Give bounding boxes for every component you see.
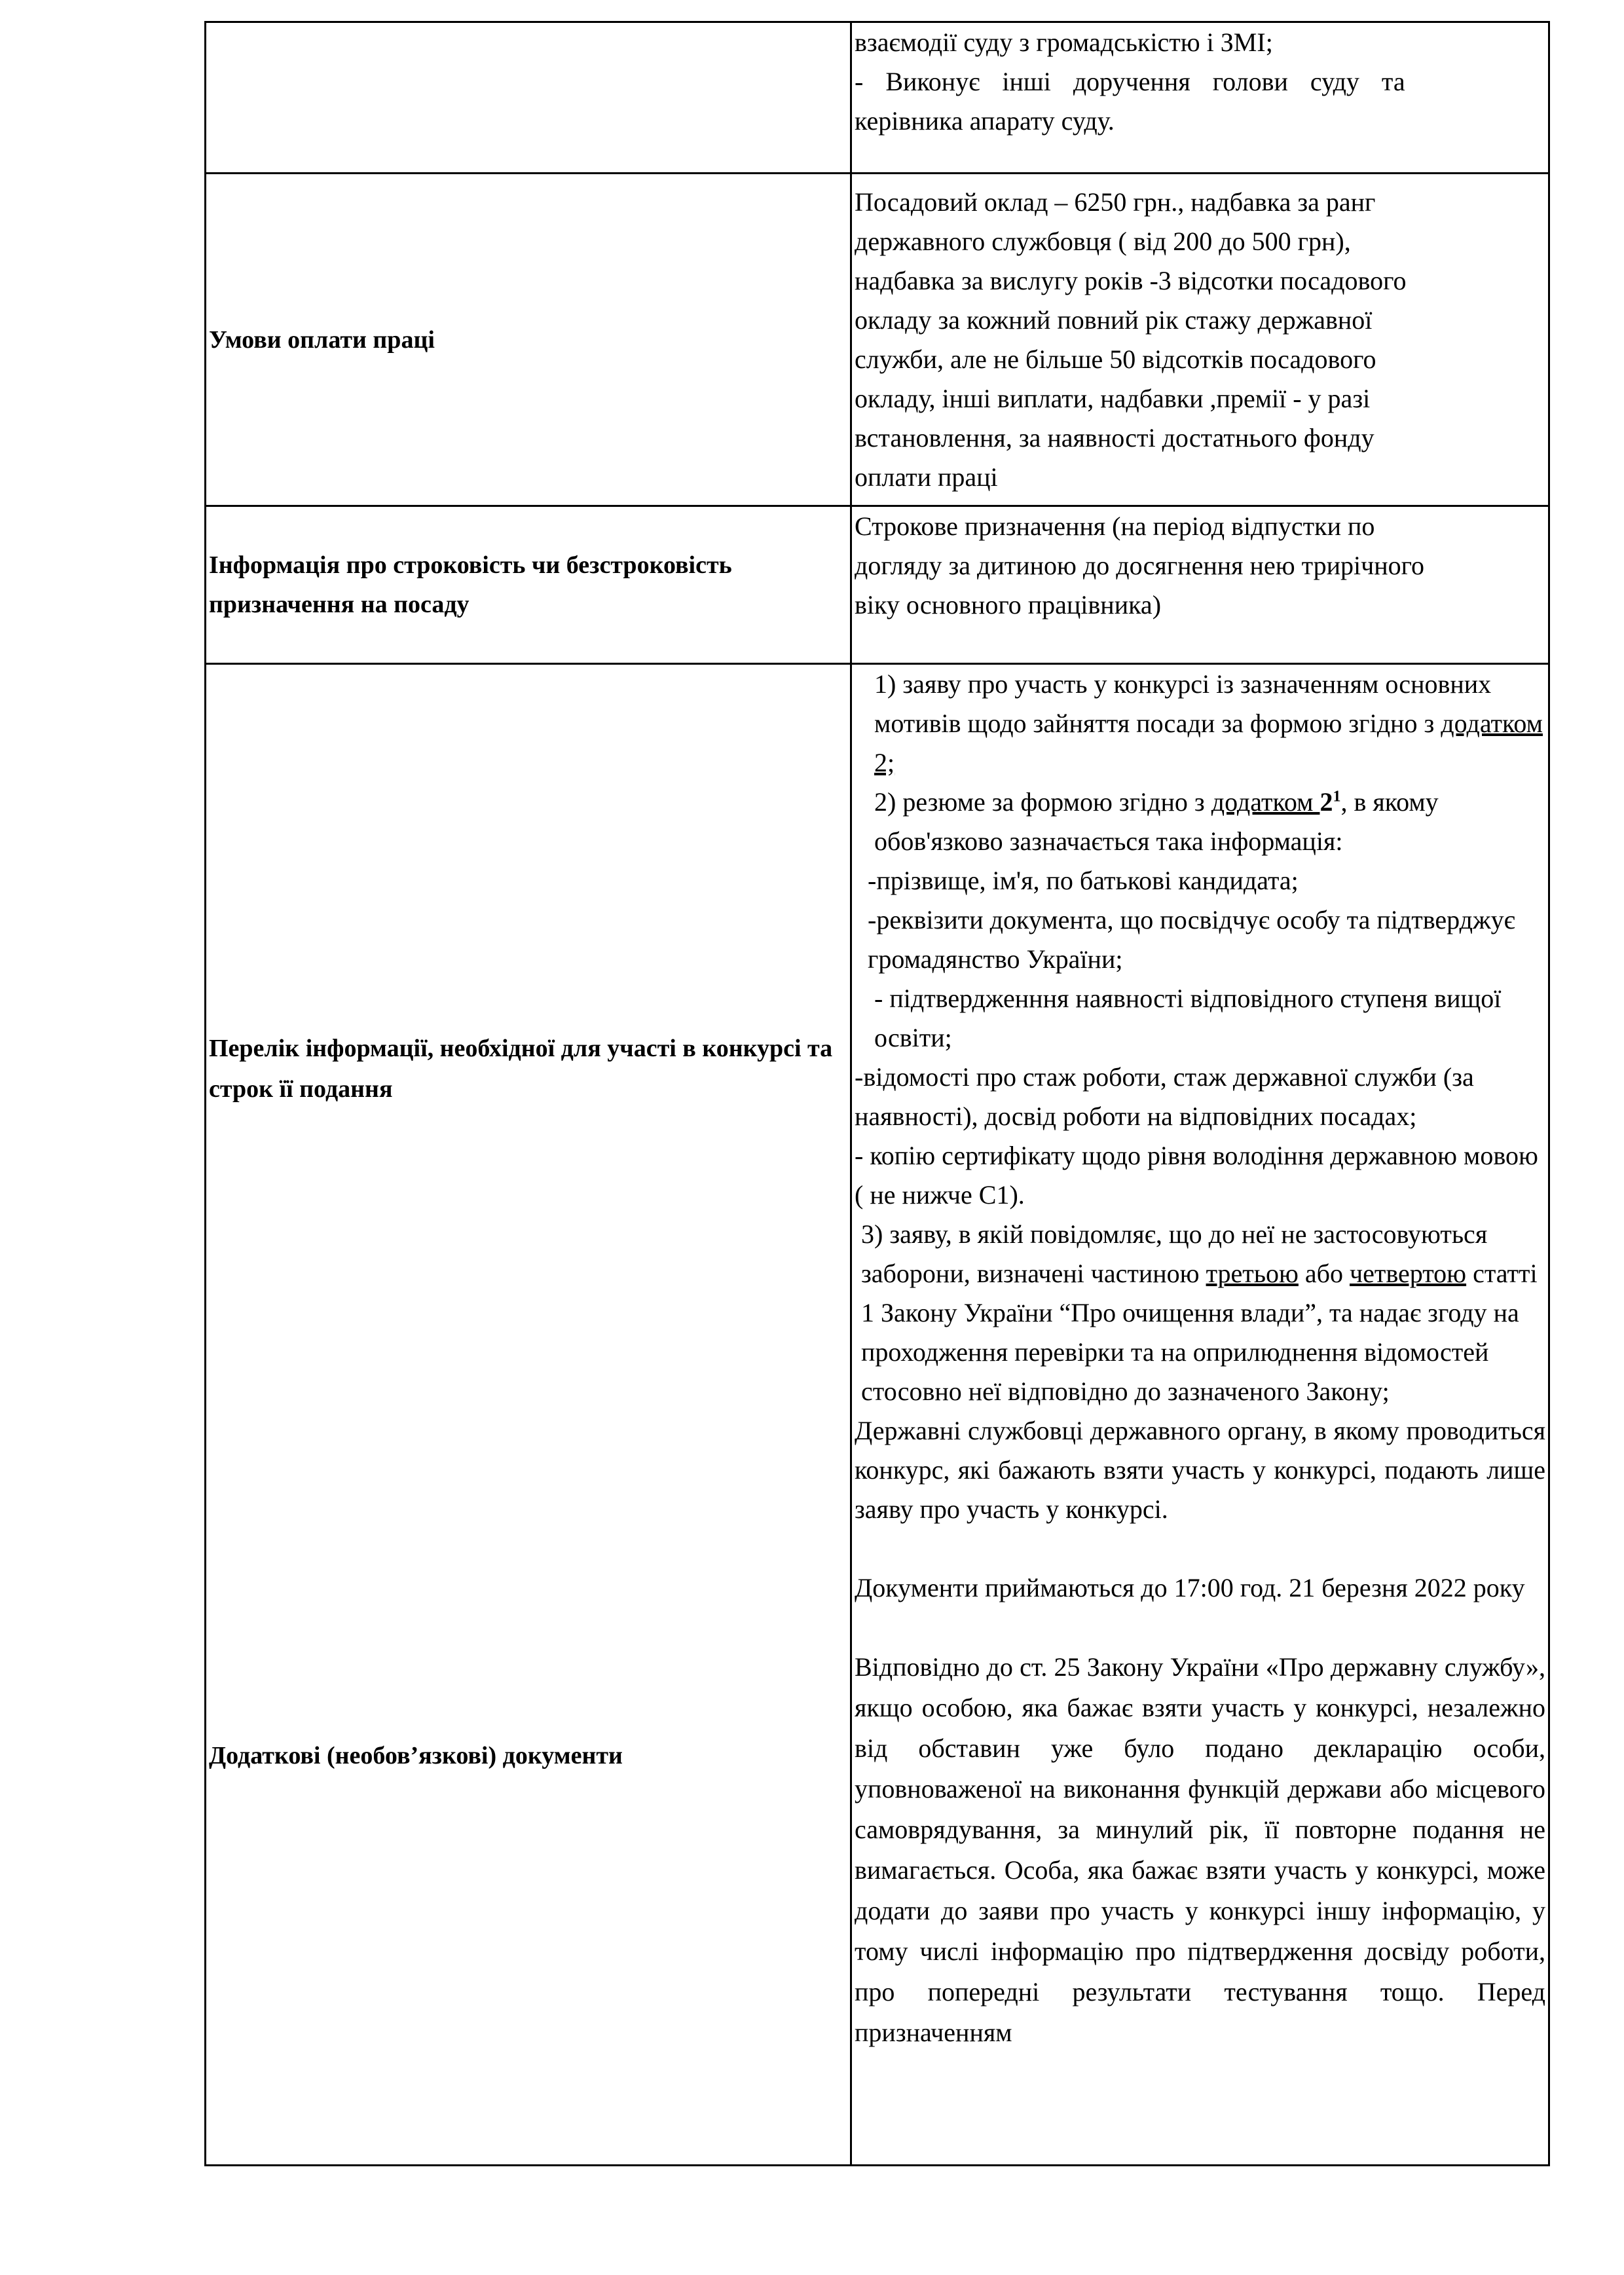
row-value-duties-continued: [851, 22, 1549, 174]
text-line: Посадовий оклад – 6250 грн., надбавка за ранг: [855, 187, 1376, 217]
table-row: [206, 22, 1549, 174]
appendix-number: 2: [1320, 787, 1333, 817]
item-1: [855, 665, 1545, 783]
table-row: [206, 664, 1549, 2166]
item-3-text: 3) заяву, в якій повідомляє, що до неї не застосовуються заборони, визначені частиною: [861, 1219, 1488, 1288]
row-value-required-info: [851, 664, 1549, 2166]
text-line: окладу, інші виплати, надбавки ,премії - у разі: [855, 383, 1371, 413]
text-line: віку основного працівника): [855, 590, 1162, 620]
document-table: [204, 21, 1550, 2166]
text-line: керівника апарату суду.: [855, 106, 1115, 136]
text-line: служби, але не більше 50 відсотків посадового: [855, 344, 1376, 374]
additional-docs-label: Додаткові (необов’язкові) документи: [209, 1742, 623, 1769]
row-label-required-info: [206, 664, 851, 2166]
text-line: окладу за кожний повний рік стажу державної: [855, 305, 1373, 335]
text-line: догляду за дитиною до досягнення нею трирічного: [855, 551, 1425, 580]
row-label-term-info: Інформація про строковість чи безстроковість призначення на посаду: [206, 506, 851, 664]
text-line: взаємодії суду з громадськістю і ЗМІ;: [855, 28, 1273, 57]
item-2-suffix: , в якому обов'язково зазначається така інформація:: [874, 787, 1439, 856]
spacer: [855, 1529, 1545, 1568]
item-3-suffix: статті 1 Закону України “Про очищення влади”, та надає згоду на проходження перевірки та на оприлюднення відомостей стосовно неї відповідно до зазначеного Закону;: [861, 1259, 1538, 1406]
sub-item: - підтвердженння наявності відповідного ступеня вищої освіти;: [874, 984, 1502, 1052]
sub-item: -прізвище, ім'я, по батькові кандидата;: [868, 866, 1299, 895]
table-row: [206, 506, 1549, 664]
required-info-label: Перелік інформації, необхідної для участі в конкурсі та строк її подання: [209, 1035, 833, 1103]
additional-docs-label-wrap: [209, 1735, 838, 1776]
sub-item-list: [855, 861, 1545, 1215]
item-2: [855, 783, 1545, 861]
civil-servants-note: Державні службовці державного органу, в якому проводиться конкурс, які бажають взяти участь у конкурсі, подають лише заяву про участь у конкурсі.: [855, 1416, 1545, 1524]
additional-docs-text: Відповідно до ст. 25 Закону України «Про державну службу», якщо особою, яка бажає взяти участь у конкурсі, незалежно від обставин уже було подано декларацію особи, уповноваженої на виконання функцій держави або місцевого самоврядування, за минулий рік, її повторне подання не вимагається. Особа, яка бажає взяти участь у конкурсі, може додати до заяви про участь у конкурсі іншу інформацію, у тому числі інформацію про підтвердження досвіду роботи, про попередні результати тестування тощо. Перед призначенням: [855, 1652, 1545, 2047]
deadline-text: Документи приймаються до 17:00 год. 21 березня 2022 року: [855, 1573, 1525, 1602]
appendix-2-1-link[interactable]: додатком: [1211, 787, 1320, 817]
sub-item: - копію сертифікату щодо рівня володіння державною мовою ( не нижче С1).: [855, 1141, 1538, 1210]
row-label-empty: [206, 22, 851, 174]
appendix-superscript: 1: [1333, 788, 1341, 805]
appendix-2-link[interactable]: додатком 2;: [874, 709, 1543, 777]
item-1-text: 1) заяву про участь у конкурсі із зазначенням основних мотивів щодо зайняття посади за формою згідно з: [874, 669, 1492, 738]
row-value-term-info: [851, 506, 1549, 664]
item-3-mid: або: [1298, 1259, 1350, 1288]
sub-item: -реквізити документа, що посвідчує особу та підтверджує громадянство України;: [868, 905, 1515, 974]
table-row: [206, 174, 1549, 506]
row-label-pay-conditions: Умови оплати праці: [206, 174, 851, 506]
text-line: - Виконує інші доручення голови суду та: [855, 67, 1405, 96]
row-value-pay-conditions: [851, 174, 1549, 506]
text-line: оплати праці: [855, 462, 998, 492]
text-line: Строкове призначення (на період відпустки по: [855, 511, 1375, 541]
text-line: надбавка за вислугу років -3 відсотки посадового: [855, 265, 1407, 295]
text-line: державного службовця ( від 200 до 500 грн),: [855, 226, 1351, 256]
item-3: [855, 1215, 1545, 1411]
spacer: [855, 1608, 1545, 1647]
item-2-text: 2) резюме за формою згідно з: [874, 787, 1211, 817]
part-four-link[interactable]: четвертою: [1350, 1259, 1467, 1288]
text-line: встановлення, за наявності достатнього фонду: [855, 422, 1375, 453]
sub-item: -відомості про стаж роботи, стаж державної служби (за наявності), досвід роботи на відповідних посадах;: [855, 1062, 1474, 1131]
part-three-link[interactable]: третьою: [1206, 1259, 1299, 1288]
